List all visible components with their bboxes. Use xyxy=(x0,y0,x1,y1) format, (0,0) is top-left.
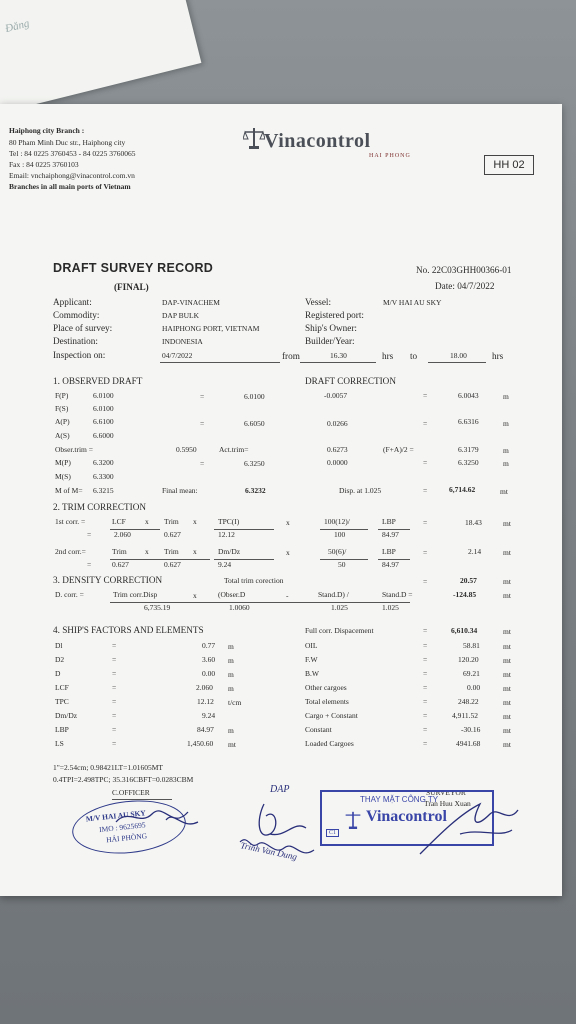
factor-value: 1,450.60 xyxy=(187,739,214,748)
trim2b-value: 0.627 xyxy=(164,560,181,569)
stamp-top-text: THAY MẶT CÔNG TY xyxy=(360,795,439,804)
eq-sign: = xyxy=(423,711,428,720)
obser-d-label: (Obser.D xyxy=(218,590,246,599)
second-corr-label: 2nd corr.= xyxy=(55,547,86,556)
place-label: Place of survey: xyxy=(53,323,113,333)
trim1-value: 0.627 xyxy=(164,530,181,539)
c2-value: 2.14 xyxy=(468,547,482,556)
act-trim-value: 0.6273 xyxy=(327,445,348,454)
factor-unit: m xyxy=(228,684,234,693)
eq-sign: = xyxy=(423,518,428,527)
fp-label: F(P) xyxy=(55,391,69,400)
final-mean-label: Final mean: xyxy=(162,486,198,495)
applicant-label: Applicant: xyxy=(53,297,92,307)
stand-d2-value: 1.025 xyxy=(382,603,399,612)
eq-sign: = xyxy=(200,419,205,428)
c2-divisor: 50(6)/ xyxy=(328,547,347,556)
draft-survey-document xyxy=(0,104,562,896)
factor-value: 0.77 xyxy=(202,641,216,650)
branch-title: Haiphong city Branch : xyxy=(9,126,85,135)
minus-sign: - xyxy=(286,591,289,600)
draft-correction-heading: DRAFT CORRECTION xyxy=(305,376,396,386)
tpc-value: 12.12 xyxy=(218,530,235,539)
reg-port-label: Registered port: xyxy=(305,310,364,320)
dcorr-value: -124.85 xyxy=(453,590,477,599)
ap-label: A(P) xyxy=(55,417,70,426)
branch-tel: Tel : 84 0225 3760453 - 84 0225 3760065 xyxy=(9,149,136,158)
disp-value: 6,714.62 xyxy=(449,485,476,494)
c1-divisor: 100(12)/ xyxy=(324,517,350,526)
c2-denominator: 50 xyxy=(338,560,346,569)
eq-sign: = xyxy=(423,725,428,734)
factor-unit: m xyxy=(228,642,234,651)
eq-sign: = xyxy=(112,697,117,706)
eq-sign: = xyxy=(423,641,428,650)
footnote-line2: 0.4TPI=2.498TPC; 35.316CBFT=0.0283CBM xyxy=(53,775,194,784)
factor-label: LBP xyxy=(55,725,69,734)
mp-value: 6.3200 xyxy=(93,458,114,467)
eq-sign: = xyxy=(423,577,428,586)
background-paper xyxy=(0,0,201,114)
lbp-label: LBP xyxy=(382,547,396,556)
factor-label: D2 xyxy=(55,655,65,664)
fraction-line xyxy=(214,529,274,530)
eq-sign: = xyxy=(112,711,117,720)
inspection-label: Inspection on: xyxy=(53,350,106,360)
factor-label: Dm/Dz xyxy=(55,711,78,720)
observed-heading: 1. OBSERVED DRAFT xyxy=(53,376,143,386)
dmdz-label: Dm/Dz xyxy=(218,547,241,556)
times-sign: x xyxy=(145,517,149,526)
factor-value: 84.97 xyxy=(197,725,214,734)
stamp-code: C1 xyxy=(326,829,339,837)
surveyor-label: SURVEYOR xyxy=(426,788,466,797)
builder-label: Builder/Year: xyxy=(305,336,355,346)
fraction-line xyxy=(320,559,368,560)
branch-network: Branches in all main ports of Vietnam xyxy=(9,182,131,191)
f-mean: 6.0100 xyxy=(244,392,265,401)
lbp2-value: 84.97 xyxy=(382,560,399,569)
unit-m: m xyxy=(503,419,509,428)
fs-label: F(S) xyxy=(55,404,69,413)
ship-stamp-line1: M/V HAI AU SKY xyxy=(85,808,147,824)
factor-unit: m xyxy=(228,726,234,735)
unit-m: m xyxy=(503,459,509,468)
element-label: Full corr. Dispacement xyxy=(305,626,374,635)
c-officer-label: C.OFFICER xyxy=(112,788,150,797)
unit-mt: mt xyxy=(503,740,511,749)
element-label: Constant xyxy=(305,725,332,734)
factor-label: Dl xyxy=(55,641,63,650)
factor-value: 3.60 xyxy=(202,655,216,664)
element-label: Loaded Cargoes xyxy=(305,739,354,748)
eq-sign: = xyxy=(112,669,117,678)
fraction-line xyxy=(214,559,274,560)
unit-mt: mt xyxy=(503,519,511,528)
record-number: No. 22C03GHH00366-01 xyxy=(416,265,512,275)
owner-label: Ship's Owner: xyxy=(305,323,357,333)
vessel-label: Vessel: xyxy=(305,297,332,307)
fa2-label: (F+A)/2 = xyxy=(383,445,414,454)
fraction-line xyxy=(378,529,410,530)
element-label: F.W xyxy=(305,655,318,664)
to-underline xyxy=(428,362,486,363)
eq-sign: = xyxy=(112,683,117,692)
doc-code-box: HH 02 xyxy=(484,155,534,175)
lbp-label: LBP xyxy=(382,517,396,526)
ship-stamp-line2: IMO : 9625695 xyxy=(98,820,146,835)
dmdz-value: 9.24 xyxy=(218,560,232,569)
stamp-name: Vinacontrol xyxy=(366,808,447,825)
times-sign: x xyxy=(286,548,290,557)
eq-sign: = xyxy=(200,459,205,468)
eq-sign: = xyxy=(423,697,428,706)
factor-label: TPC xyxy=(55,697,69,706)
lbp1-value: 84.97 xyxy=(382,530,399,539)
element-label: Cargo + Constant xyxy=(305,711,358,720)
eq-sign: = xyxy=(112,739,117,748)
fs-value: 6.0100 xyxy=(93,404,114,413)
eq-sign: = xyxy=(423,391,428,400)
final-mean-value: 6.3232 xyxy=(245,486,266,495)
eq-sign: = xyxy=(112,655,117,664)
factor-unit: m xyxy=(228,670,234,679)
times-sign: x xyxy=(286,518,290,527)
first-corr-label: 1st corr. = xyxy=(55,517,86,526)
unit-mt: mt xyxy=(503,627,511,636)
element-label: Other cargoes xyxy=(305,683,347,692)
fraction-line xyxy=(320,529,368,530)
eq-sign: = xyxy=(423,548,428,557)
a-mean: 6.6050 xyxy=(244,419,265,428)
vinacontrol-scale-icon xyxy=(243,126,265,150)
fp-value: 6.0100 xyxy=(93,391,114,400)
eq-sign: = xyxy=(423,626,428,635)
times-sign: x xyxy=(193,517,197,526)
hrs2-label: hrs xyxy=(492,351,504,361)
ms-label: M(S) xyxy=(55,472,71,481)
f-result: 6.0043 xyxy=(458,391,479,400)
f-corr: -0.0057 xyxy=(324,391,348,400)
m-result: 6.3250 xyxy=(458,458,479,467)
surveyor-signature xyxy=(400,794,530,864)
branch-email: Email: vnchaiphong@vinacontrol.com.vn xyxy=(9,171,135,180)
commodity-label: Commodity: xyxy=(53,310,100,320)
density-heading: 3. DENSITY CORRECTION xyxy=(53,575,163,585)
times-sign: x xyxy=(145,547,149,556)
fa2-value: 6.3179 xyxy=(458,445,479,454)
element-value: 6,610.34 xyxy=(451,626,478,635)
unit-mt: mt xyxy=(503,591,511,600)
ap-value: 6.6100 xyxy=(93,417,114,426)
obser-trim-label: Obser.trim = xyxy=(55,445,93,454)
lcf-value: 2.060 xyxy=(114,530,131,539)
eq-sign: = xyxy=(423,669,428,678)
factor-unit: m xyxy=(228,656,234,665)
dap-signature-label: DAP xyxy=(270,784,290,795)
corner-note: Đăng xyxy=(3,17,31,36)
trim-heading: 2. TRIM CORRECTION xyxy=(53,502,146,512)
fraction-line xyxy=(378,559,410,560)
branch-fax: Fax : 84 0225 3760103 xyxy=(9,160,79,169)
eq-sign: = xyxy=(87,530,92,539)
a-corr: 0.0266 xyxy=(327,419,348,428)
lcf-label: LCF xyxy=(112,517,126,526)
times-sign: x xyxy=(193,547,197,556)
fraction-line xyxy=(110,602,410,603)
hrs-label: hrs xyxy=(382,351,394,361)
unit-mt: mt xyxy=(503,712,511,721)
element-label: B.W xyxy=(305,669,319,678)
unit-mt: mt xyxy=(503,684,511,693)
trim-label: Trim xyxy=(164,517,179,526)
eq-sign: = xyxy=(200,392,205,401)
inspection-value: 04/7/2022 xyxy=(162,351,193,360)
dcorr-label: D. corr. = xyxy=(55,590,84,599)
eq-sign: = xyxy=(423,486,428,495)
trim-disp-value: 6,735.19 xyxy=(144,603,171,612)
mp-label: M(P) xyxy=(55,458,71,467)
to-label: to xyxy=(410,351,418,361)
eq-sign: = xyxy=(423,739,428,748)
fraction-line xyxy=(110,559,210,560)
factor-unit: t/cm xyxy=(228,698,242,707)
eq-sign: = xyxy=(423,458,428,467)
unit-mt: mt xyxy=(500,487,508,496)
logo-subtitle: HAI PHONG xyxy=(369,153,411,159)
element-value: 248.22 xyxy=(458,697,479,706)
element-value: 120.20 xyxy=(458,655,479,664)
record-title: DRAFT SURVEY RECORD xyxy=(53,261,214,275)
unit-mt: mt xyxy=(503,548,511,557)
stand-d2-label: Stand.D = xyxy=(382,590,413,599)
officer-signature xyxy=(110,800,206,840)
eq-sign: = xyxy=(112,725,117,734)
factors-heading: 4. SHIP'S FACTORS AND ELEMENTS xyxy=(53,625,204,635)
applicant-value: DAP-VINACHEM xyxy=(162,298,220,307)
unit-mt: mt xyxy=(503,642,511,651)
factor-value: 9.24 xyxy=(202,711,216,720)
eq-sign: = xyxy=(423,683,428,692)
element-value: 69.21 xyxy=(463,669,480,678)
from-underline xyxy=(300,362,376,363)
trim-label: Trim xyxy=(112,547,127,556)
c1-value: 18.43 xyxy=(465,518,482,527)
eq-sign: = xyxy=(423,655,428,664)
destination-label: Destination: xyxy=(53,336,98,346)
m-mean: 6.3250 xyxy=(244,459,265,468)
unit-mt: mt xyxy=(503,698,511,707)
times-sign: x xyxy=(193,591,197,600)
factor-label: D xyxy=(55,669,61,678)
eq-sign: = xyxy=(423,419,428,428)
obser-d-value: 1.0060 xyxy=(229,603,250,612)
element-value: -30.16 xyxy=(461,725,481,734)
m-corr: 0.0000 xyxy=(327,458,348,467)
element-value: 58.81 xyxy=(463,641,480,650)
unit-mt: mt xyxy=(503,577,511,586)
total-trim-value: 20.57 xyxy=(460,576,477,585)
ship-stamp-line3: HẢI PHÒNG xyxy=(105,831,148,845)
element-label: OIL xyxy=(305,641,318,650)
vessel-value: M/V HAI AU SKY xyxy=(383,298,442,307)
element-value: 0.00 xyxy=(467,683,481,692)
c1-denominator: 100 xyxy=(334,530,346,539)
inspection-underline xyxy=(160,362,280,363)
ms-value: 6.3300 xyxy=(93,472,114,481)
disp-label: Disp. at 1.025 xyxy=(339,486,382,495)
factor-value: 0.00 xyxy=(202,669,216,678)
footnote-line1: 1"=2.54cm; 0.98421LT=1.01605MT xyxy=(53,763,163,772)
element-value: 4941.68 xyxy=(456,739,481,748)
mofm-value: 6.3215 xyxy=(93,486,114,495)
from-time: 16.30 xyxy=(330,351,347,360)
trim2a-value: 0.627 xyxy=(112,560,129,569)
total-trim-label: Total trim corection xyxy=(224,576,284,585)
eq-sign: = xyxy=(87,560,92,569)
unit-mt: mt xyxy=(503,726,511,735)
unit-m: m xyxy=(503,392,509,401)
a-result: 6.6316 xyxy=(458,417,479,426)
destination-value: INDONESIA xyxy=(162,337,203,346)
trim-label: Trim xyxy=(164,547,179,556)
logo-name: Vinacontrol xyxy=(264,130,371,152)
fraction-line xyxy=(110,529,160,530)
record-subtitle: (FINAL) xyxy=(114,282,149,292)
factor-label: LCF xyxy=(55,683,69,692)
factor-value: 2.060 xyxy=(196,683,213,692)
commodity-value: DAP BULK xyxy=(162,311,200,320)
signer-name: Trinh Van Dung xyxy=(239,840,298,862)
as-label: A(S) xyxy=(55,431,70,440)
act-trim-label: Act.trim= xyxy=(219,445,249,454)
unit-mt: mt xyxy=(503,656,511,665)
branch-address: 80 Pham Minh Duc str., Haiphong city xyxy=(9,138,126,147)
from-label: from xyxy=(282,351,300,361)
place-value: HAIPHONG PORT, VIETNAM xyxy=(162,324,260,333)
stand-d-label: Stand.D) / xyxy=(318,590,349,599)
record-date: Date: 04/7/2022 xyxy=(435,281,495,291)
mofm-label: M of M= xyxy=(55,486,83,495)
factor-value: 12.12 xyxy=(197,697,214,706)
tpc-label: TPC(I) xyxy=(218,517,240,526)
eq-sign: = xyxy=(112,641,117,650)
element-value: 4,911.52 xyxy=(452,711,478,720)
factor-label: LS xyxy=(55,739,64,748)
trim-disp-label: Trim corr.Disp xyxy=(113,590,158,599)
obser-trim-value: 0.5950 xyxy=(176,445,197,454)
stand-d-value: 1.025 xyxy=(331,603,348,612)
surveyor-name: Tran Huu Xuan xyxy=(424,799,471,808)
unit-mt: mt xyxy=(503,670,511,679)
factor-unit: mt xyxy=(228,740,236,749)
to-time: 18.00 xyxy=(450,351,467,360)
unit-m: m xyxy=(503,446,509,455)
stamp-scale-icon xyxy=(344,810,362,830)
element-label: Total elements xyxy=(305,697,349,706)
as-value: 6.6000 xyxy=(93,431,114,440)
